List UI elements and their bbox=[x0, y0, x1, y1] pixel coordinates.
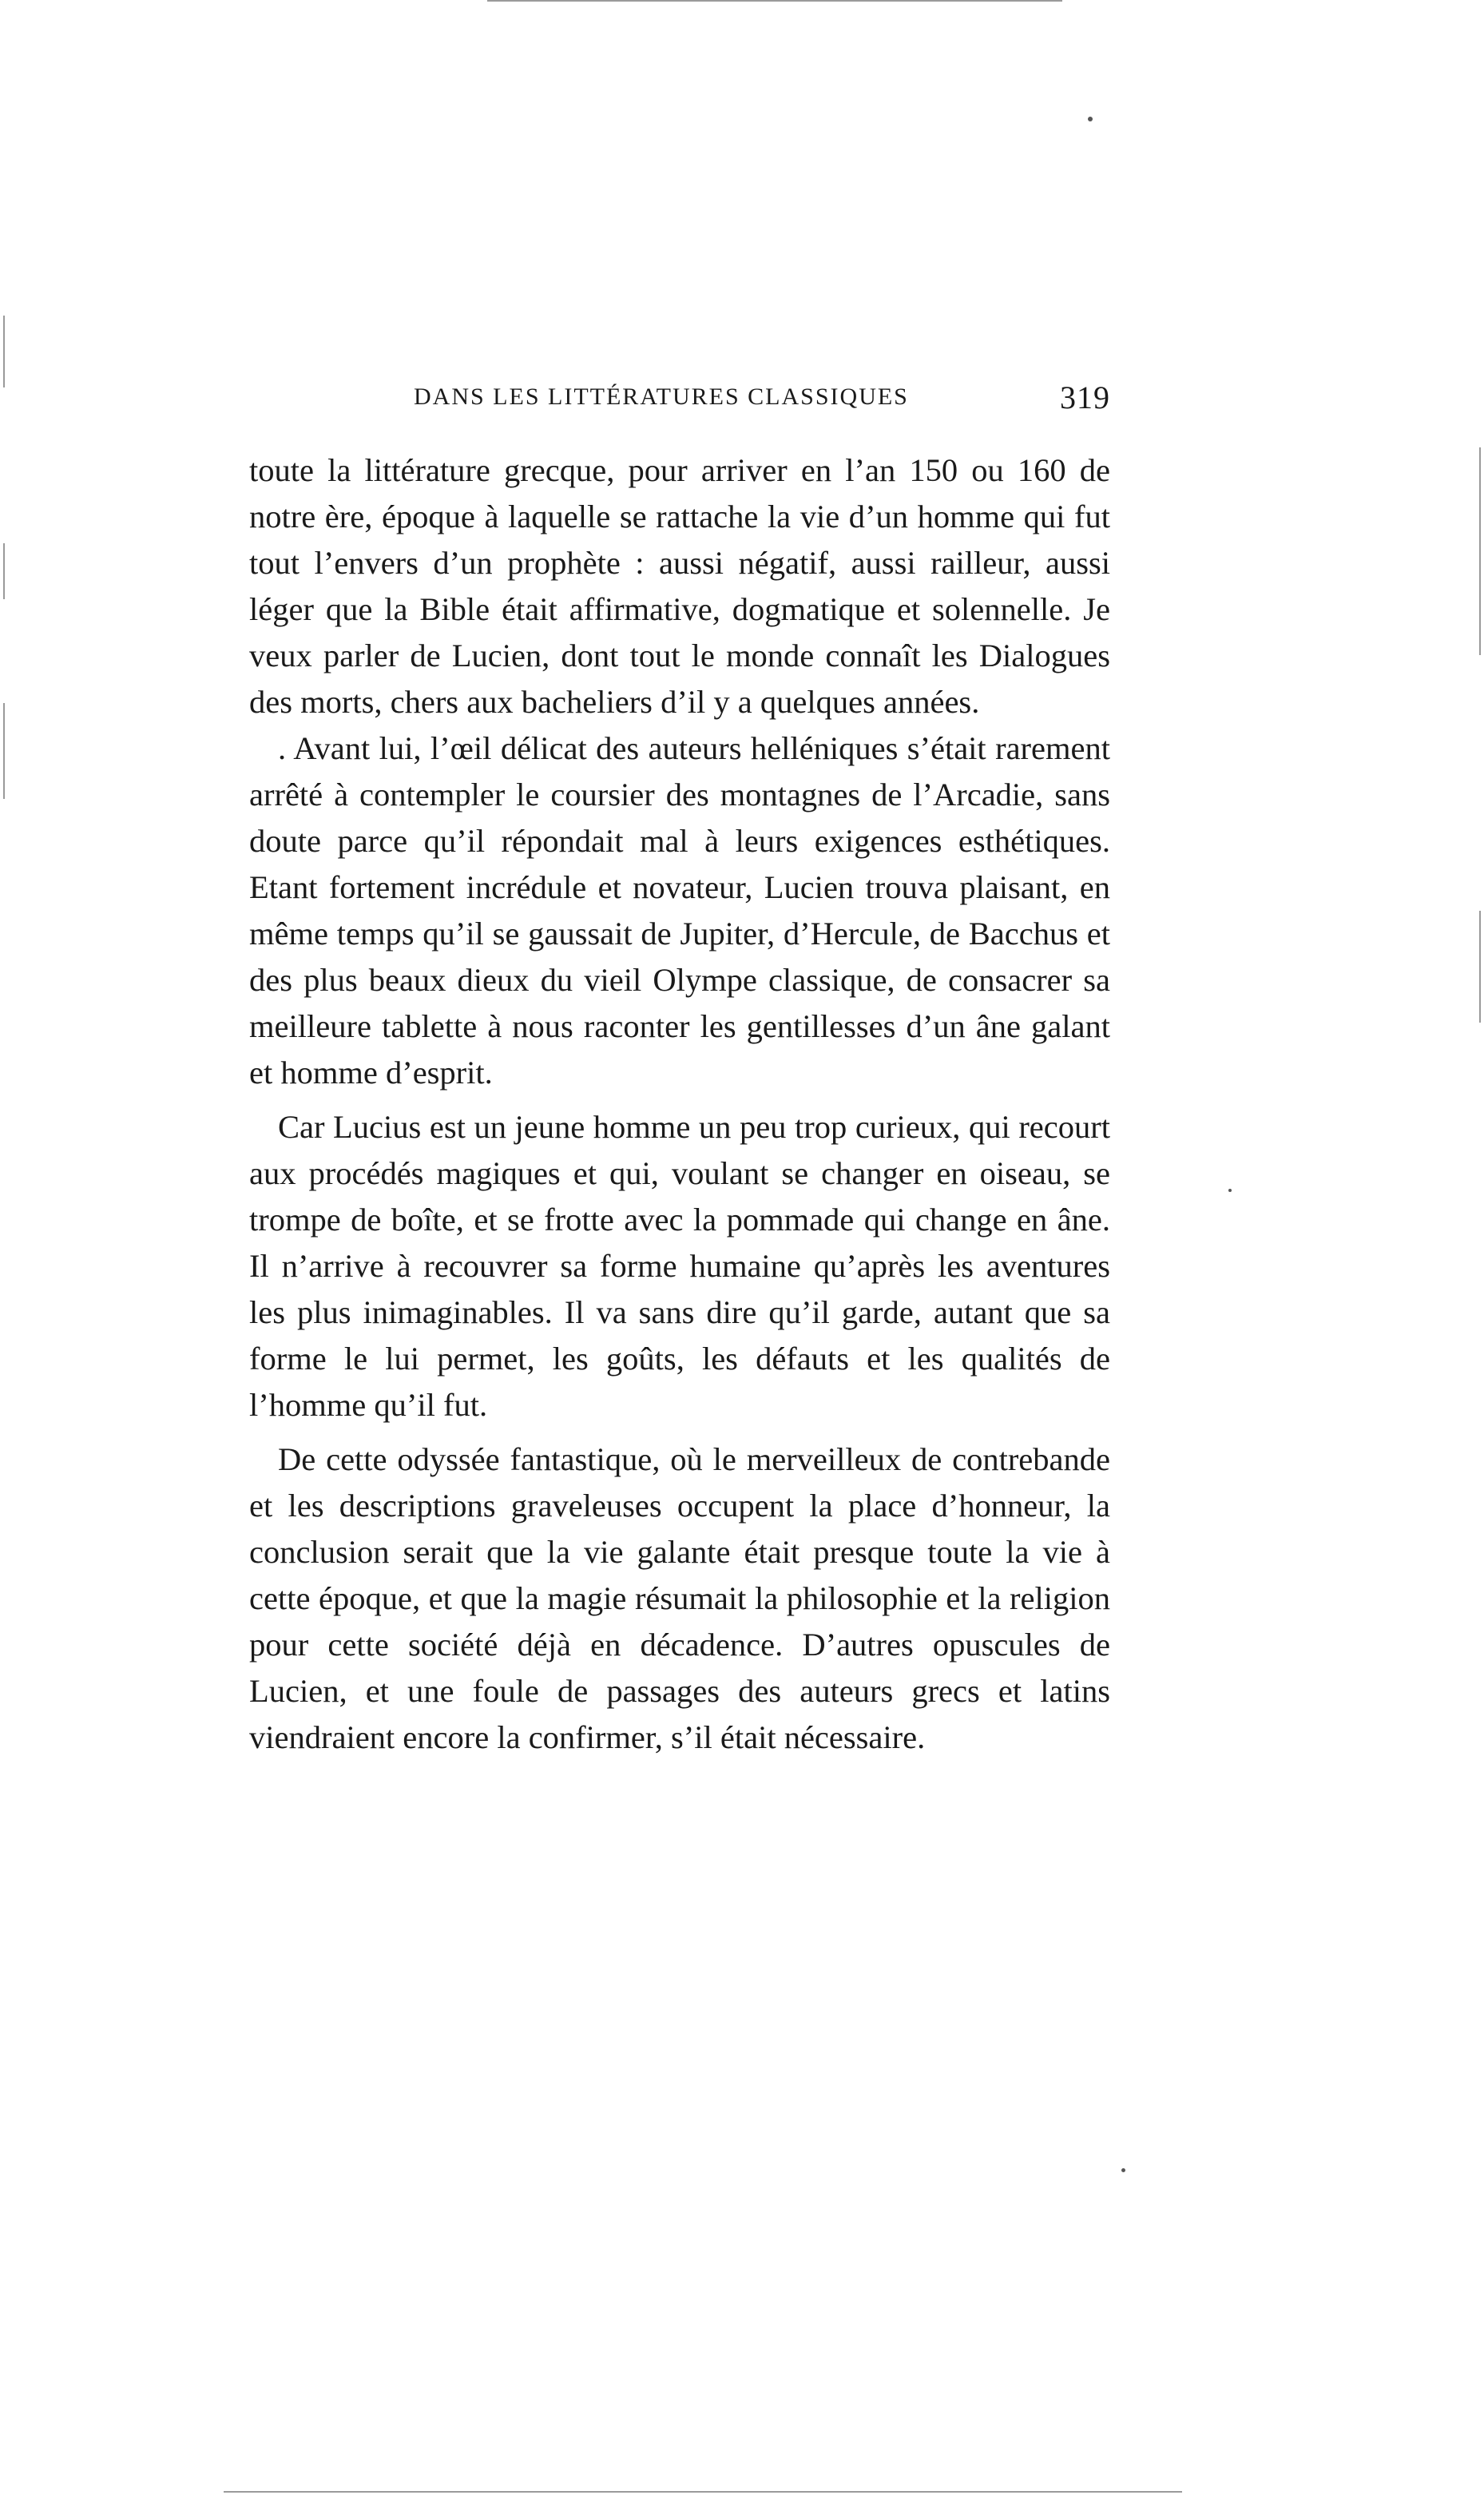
scan-edge-left-1 bbox=[3, 316, 5, 387]
page-header bbox=[249, 379, 1110, 427]
speck bbox=[1228, 1189, 1232, 1192]
paragraph: . Avant lui, l’œil délicat des auteurs helléniques s’était rarement arrêté à contempler le coursier des montagnes de l’Arcadie, sans doute parce qu’il répondait mal à leurs exigences esthétiques. Etant fortement incrédule et novateur, Lucien trouva plaisant, en même temps qu’il se gaussait de Jupiter, d’Hercule, de Bacchus et des plus beaux dieux du vieil Olympe classique, de consacrer sa meilleure tablette à nous raconter les gentillesses d’un âne galant et homme d’esprit. bbox=[249, 730, 1110, 1091]
scan-edge-left-3 bbox=[3, 703, 5, 799]
scan-edge-right-2 bbox=[1479, 911, 1481, 1023]
running-head: DANS LES LITTÉRATURES CLASSIQUES bbox=[414, 383, 909, 410]
paragraph: De cette odyssée fantastique, où le merveilleux de contrebande et les descriptions graveleuses occupent la place d’honneur, la conclusion serait que la vie galante était presque toute la vie à cette époque, et que la magie résumait la philosophie et la religion pour cette société déjà en décadence. D’autres opuscules de Lucien, et une foule de passages des auteurs grecs et latins viendraient encore la confirmer, s’il était nécessaire. bbox=[249, 1441, 1110, 1755]
speck bbox=[1088, 117, 1093, 121]
scan-edge-bottom bbox=[224, 2491, 1182, 2493]
paragraph: Car Lucius est un jeune homme un peu trop curieux, qui recourt aux procédés magiques et qui, voulant se changer en oiseau, se trompe de boîte, et se frotte avec la pommade qui change en âne. Il n’arrive à recouvrer sa forme humaine qu’après les aventures les plus inimaginables. Il va sans dire qu’il garde, autant que sa forme le lui permet, les goûts, les défauts et les qualités de l’homme qu’il fut. bbox=[249, 1109, 1110, 1423]
speck bbox=[1121, 2168, 1125, 2172]
page-number: 319 bbox=[1060, 379, 1110, 415]
body-text bbox=[249, 447, 1110, 1761]
scan-edge-top bbox=[487, 0, 1062, 2]
paragraph: toute la littérature grecque, pour arriver en l’an 150 ou 160 de notre ère, époque à laquelle se rattache la vie d’un homme qui fut tout l’envers d’un prophète : aussi négatif, aussi railleur, aussi léger que la Bible était affirmative, dogmatique et solennelle. Je veux parler de Lucien, dont tout le monde connaît les Dialogues des morts, chers aux bacheliers d’il y a quelques années. bbox=[249, 452, 1110, 720]
scan-edge-left-2 bbox=[3, 543, 5, 599]
scan-edge-right-1 bbox=[1479, 447, 1481, 655]
